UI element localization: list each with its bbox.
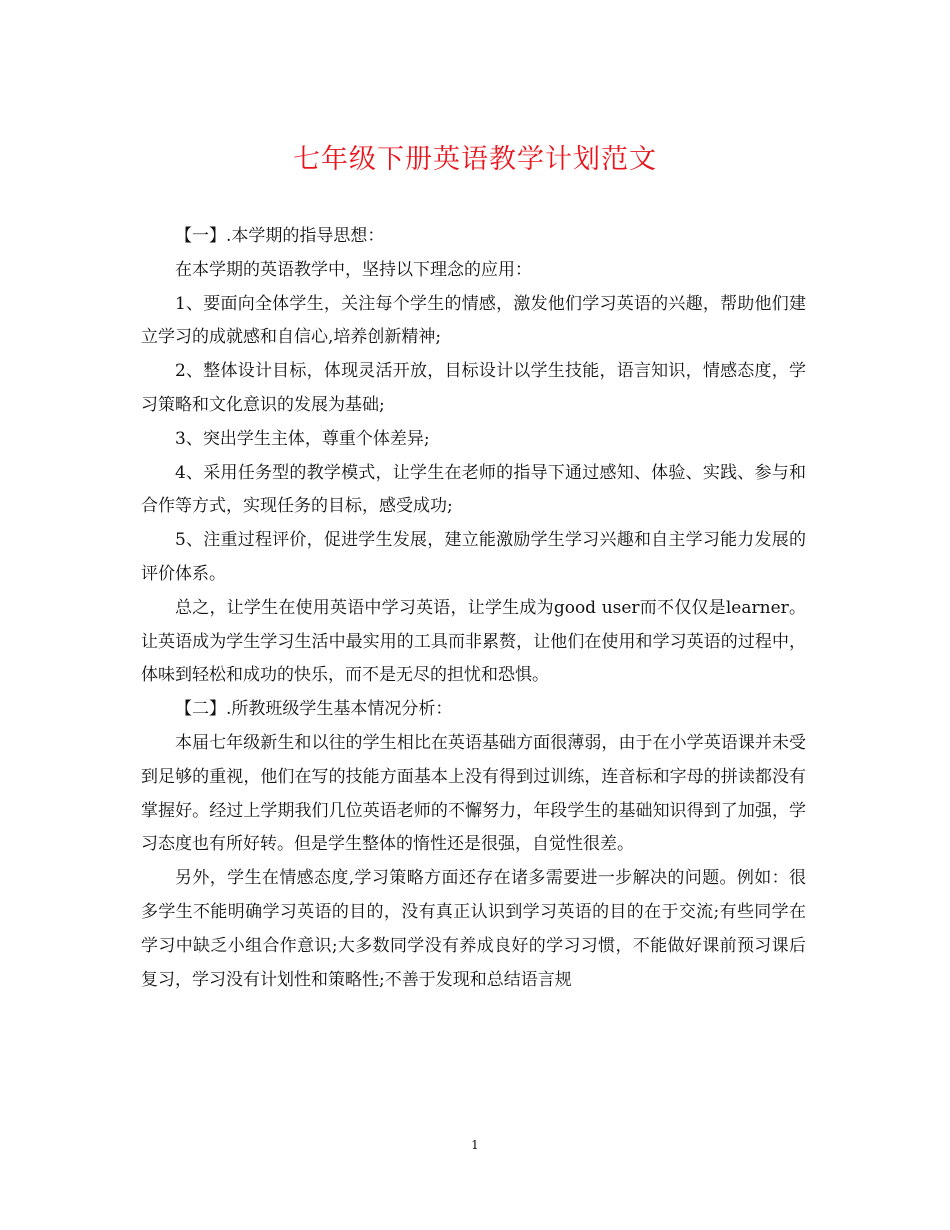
paragraph-section-1-heading: 【一】.本学期的指导思想： [175, 226, 385, 246]
page-number: 1 [471, 1138, 479, 1152]
paragraph-section-2-heading: 【二】.所教班级学生基本情况分析： [175, 699, 453, 720]
paragraph-student-analysis: 本届七年级新生和以往的学生相比在英语基础方面很薄弱，由于在小学英语课并未受到足够的重视，他们在写的技能方面基本上没有得到过训练，连音标和字母的拼读都没有掌握好。经过上学期我们几位英语老师的不懈努力，年段学生的基础知识得到了加强，学习态度也有所好转。但是学生整体的惰性还是很强，自觉性很差。 [141, 732, 806, 855]
document-title: 七年级下册英语教学计划范文 [293, 144, 657, 175]
paragraph-summary: 总之，让学生在使用英语中学习英语，让学生成为good user而不仅仅是learner。让英语成为学生学习生活中最实用的工具而非累赘，让他们在使用和学习英语的过程中，体味到轻松和成功的快乐，而不是无尽的担忧和恐惧。 [141, 597, 806, 686]
paragraph-intro: 在本学期的英语教学中，坚持以下理念的应用： [175, 259, 532, 280]
paragraph-point-2: 2、整体设计目标，体现灵活开放，目标设计以学生技能，语言知识，情感态度，学习策略和文化意识的发展为基础; [141, 361, 806, 415]
document-body [141, 220, 806, 997]
paragraph-point-4: 4、采用任务型的教学模式，让学生在老师的指导下通过感知、体验、实践、参与和合作等方式，实现任务的目标，感受成功; [141, 462, 806, 517]
paragraph-point-1: 1、要面向全体学生，关注每个学生的情感，激发他们学习英语的兴趣，帮助他们建立学习的成就感和自信心,培养创新精神; [141, 293, 806, 348]
paragraph-point-3: 3、突出学生主体，尊重个体差异; [175, 428, 430, 449]
paragraph-additional-issues: 另外，学生在情感态度,学习策略方面还存在诸多需要进一步解决的问题。例如：很多学生不能明确学习英语的目的，没有真正认识到学习英语的目的在于交流;有些同学在学习中缺乏小组合作意识;大多数同学没有养成良好的学习习惯，不能做好课前预习课后复习，学习没有计划性和策略性;不善于发现和总结语言规 [141, 868, 806, 990]
paragraph-point-5: 5、注重过程评价，促进学生发展，建立能激励学生学习兴趣和自主学习能力发展的评价体系。 [141, 530, 806, 584]
